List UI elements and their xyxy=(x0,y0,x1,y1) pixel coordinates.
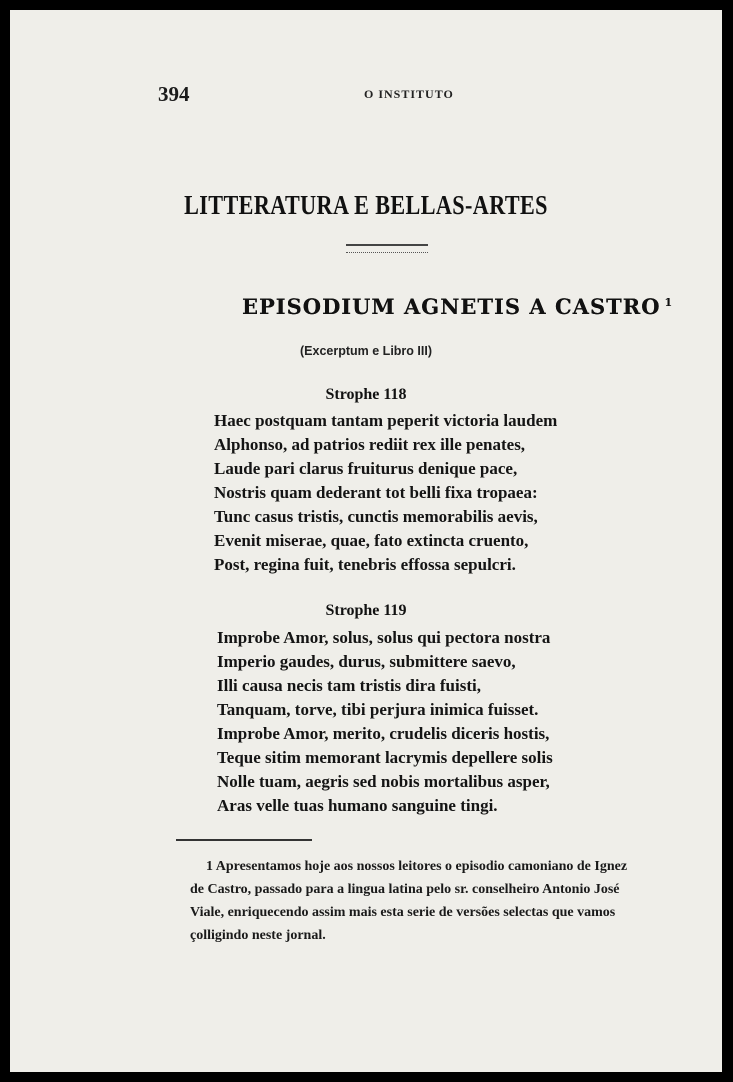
verse-line: Post, regina fuit, tenebris effossa sepulcri. xyxy=(214,555,516,574)
verse-line: Aras velle tuas humano sanguine tingi. xyxy=(217,796,498,815)
poem-subtitle: (Excerptum e Libro III) xyxy=(300,344,432,358)
poem-title-text: EPISODIUM AGNETIS A CASTRO xyxy=(242,294,661,319)
footnote xyxy=(190,855,656,947)
verse-line: Improbe Amor, solus, solus qui pectora nostra xyxy=(217,628,551,647)
strophe-heading: Strophe 118 xyxy=(325,386,407,403)
verse-line: Tunc casus tristis, cunctis memorabilis aevis, xyxy=(214,507,538,526)
verse-line: Tanquam, torve, tibi perjura inimica fuisset. xyxy=(217,700,539,719)
page xyxy=(10,10,722,1072)
title-ornament xyxy=(346,244,428,253)
verse-line: Illi causa necis tam tristis dira fuisti, xyxy=(217,676,481,695)
footnote-reference: 1 xyxy=(664,296,673,309)
strophe-119-verses xyxy=(217,626,553,818)
verse-line: Nostris quam dederant tot belli fixa tropaea: xyxy=(214,483,538,502)
page-number: 394 xyxy=(158,82,190,106)
footnote-divider xyxy=(176,839,312,841)
footnote-line: çolligindo neste jornal. xyxy=(190,928,326,943)
page-header xyxy=(158,82,698,106)
section-title: LITTERATURA E BELLAS-ARTES xyxy=(184,190,548,220)
verse-line: Nolle tuam, aegris sed nobis mortalibus asper, xyxy=(217,772,550,791)
strophe-118-verses xyxy=(214,409,557,577)
running-title: O INSTITUTO xyxy=(364,87,454,101)
verse-line: Haec postquam tantam peperit victoria laudem xyxy=(214,411,558,430)
verse-line: Teque sitim memorant lacrymis depellere solis xyxy=(217,748,553,767)
verse-line: Alphonso, ad patrios rediit rex ille penates, xyxy=(214,435,526,454)
footnote-line: de Castro, passado para a lingua latina pelo sr. conselheiro Antonio José xyxy=(190,882,620,897)
verse-line: Improbe Amor, merito, crudelis diceris hostis, xyxy=(217,724,550,743)
verse-line: Evenit miserae, quae, fato extincta cruento, xyxy=(214,531,529,550)
footnote-line: Viale, enriquecendo assim mais esta serie de versões selectas que vamos xyxy=(190,905,616,920)
strophe-heading: Strophe 119 xyxy=(325,602,407,619)
verse-line: Imperio gaudes, durus, submittere saevo, xyxy=(217,652,516,671)
verse-line: Laude pari clarus fruiturus denique pace, xyxy=(214,459,518,478)
poem-title xyxy=(242,294,672,319)
footnote-line: 1 Apresentamos hoje aos nossos leitores o episodio camoniano de Ignez xyxy=(206,859,628,874)
